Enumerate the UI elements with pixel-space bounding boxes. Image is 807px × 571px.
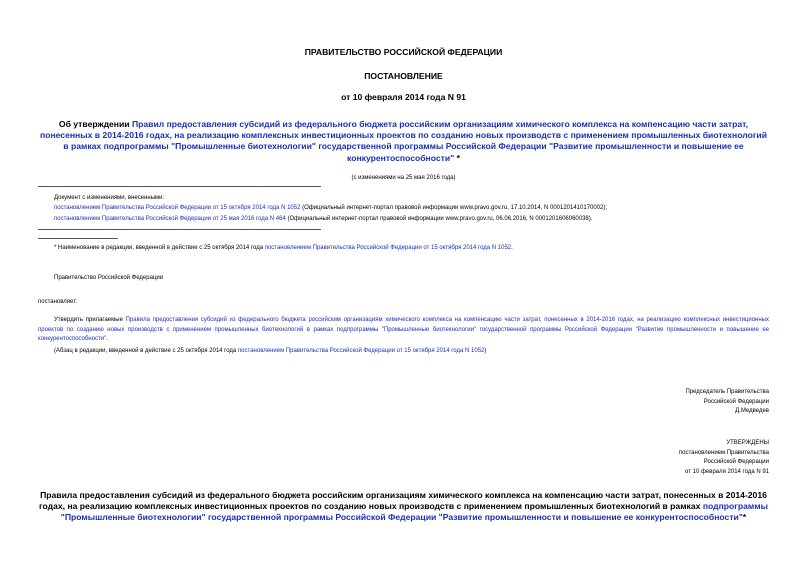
approved-line: УТВЕРЖДЕНЫ xyxy=(726,440,769,446)
decree-body xyxy=(38,316,769,345)
footnote-end: . xyxy=(511,245,513,251)
change-item xyxy=(54,203,774,213)
header-government: ПРАВИТЕЛЬСТВО РОССИЙСКОЙ ФЕДЕРАЦИИ xyxy=(304,47,503,57)
signature-line: Председатель Правительства xyxy=(685,389,769,395)
change-item xyxy=(54,214,774,224)
document-title xyxy=(40,119,767,164)
decrees-word: постановляет: xyxy=(38,299,78,305)
body-end: . xyxy=(106,336,108,343)
change-source: (Официальный интернет-портал правовой информации www.pravo.gov.ru, 17.10.2014, N 0001201410170002); xyxy=(300,205,608,212)
amend-text: (Абзац в редакции, введенной в действие с 25 октября 2014 года xyxy=(54,348,238,354)
approved-line: Российской Федерации xyxy=(703,459,769,466)
footnote-link[interactable]: постановлением Правительства Российской Федерации от 15 октября 2014 года N 1052 xyxy=(264,245,512,251)
rules-title-suffix: * xyxy=(742,512,747,523)
change-link-1052[interactable]: постановлением Правительства Российской Федерации от 15 октября 2014 года N 1052 xyxy=(54,205,301,212)
footnote-text: * Наименование в редакции, введенной в действие с 25 октября 2014 года xyxy=(54,245,265,251)
divider-bottom xyxy=(38,229,321,230)
rules-title xyxy=(30,490,777,524)
approved-line: постановлением Правительства xyxy=(678,449,769,456)
signature-block xyxy=(560,388,769,417)
signature-name: Д.Медведев xyxy=(735,408,769,415)
body-rules-link[interactable]: Правила предоставления субсидий из федерального бюджета российским организациям химического комплекса на компенсацию части затрат, понесенных в 2014-2016 годах, на реализацию комплексных инвестиционных проектов по созданию новых производств с применением промышленных биотехнологий в рамках подпрограммы "Промышленные биотехнологии" государственной программы Российской Федерации "Развитие промышленности и повышение ее конкурентоспособности" xyxy=(38,317,769,343)
change-source: (Официальный интернет-портал правовой информации www.pravo.gov.ru, 06.06.2016, N 0001201606060038). xyxy=(285,215,593,222)
rules-title-text: Правила предоставления субсидий из федерального бюджета российским организациям химического комплекса на компенсацию части затрат, понесенных в 2014-2016 годах, на реализацию комплексных инвестиционных проектов по созданию новых производств с применением промышленных биотехнологий в рамках xyxy=(39,490,767,512)
title-prefix: Об утверждении xyxy=(58,119,132,129)
amend-link[interactable]: постановлением Правительства Российской Федерации от 15 октября 2014 года N 1052 xyxy=(237,348,485,354)
title-rules-link[interactable]: Правил предоставления субсидий из федерального бюджета российским организациям химического комплекса на компенсацию части затрат, понесенных в 2014-2016 годах, на реализацию комплексных инвестиционных проектов по созданию новых производств с применением промышленных биотехнологий в рамках подпрограммы "Промышленные биотехнологии" государственной программы Российской Федерации "Развитие промышленности и повышение ее конкурентоспособности" xyxy=(40,119,767,163)
government-name: Правительство Российской Федерации xyxy=(54,275,164,281)
approved-block xyxy=(560,439,769,477)
change-link-464[interactable]: постановлением Правительства Российской Федерации от 25 мая 2016 года N 464 xyxy=(54,215,286,222)
footnote xyxy=(54,245,774,251)
changes-block xyxy=(54,193,774,224)
amend-end: ) xyxy=(484,348,487,354)
footnote-divider xyxy=(38,238,118,239)
header-doc-type: ПОСТАНОВЛЕНИЕ xyxy=(364,71,443,81)
amendment-note xyxy=(54,348,774,354)
body-prefix: Утвердить прилагаемые xyxy=(54,317,126,323)
title-suffix: * xyxy=(454,152,460,163)
signature-line: Российской Федерации xyxy=(703,398,769,405)
header-date-number: от 10 февраля 2014 года N 91 xyxy=(341,92,466,102)
rules-title-link[interactable]: подпрограммы "Промышленные биотехнологии" государственной программы Российской Федерации "Развитие промышленности и повышение ее конкурентоспособности" xyxy=(60,501,768,523)
approved-line: от 10 февраля 2014 года N 91 xyxy=(685,468,769,475)
changes-intro: Документ с изменениями, внесенными: xyxy=(54,195,165,201)
edited-note: (с изменениями на 25 мая 2016 года) xyxy=(351,175,456,181)
divider-top xyxy=(38,186,321,187)
